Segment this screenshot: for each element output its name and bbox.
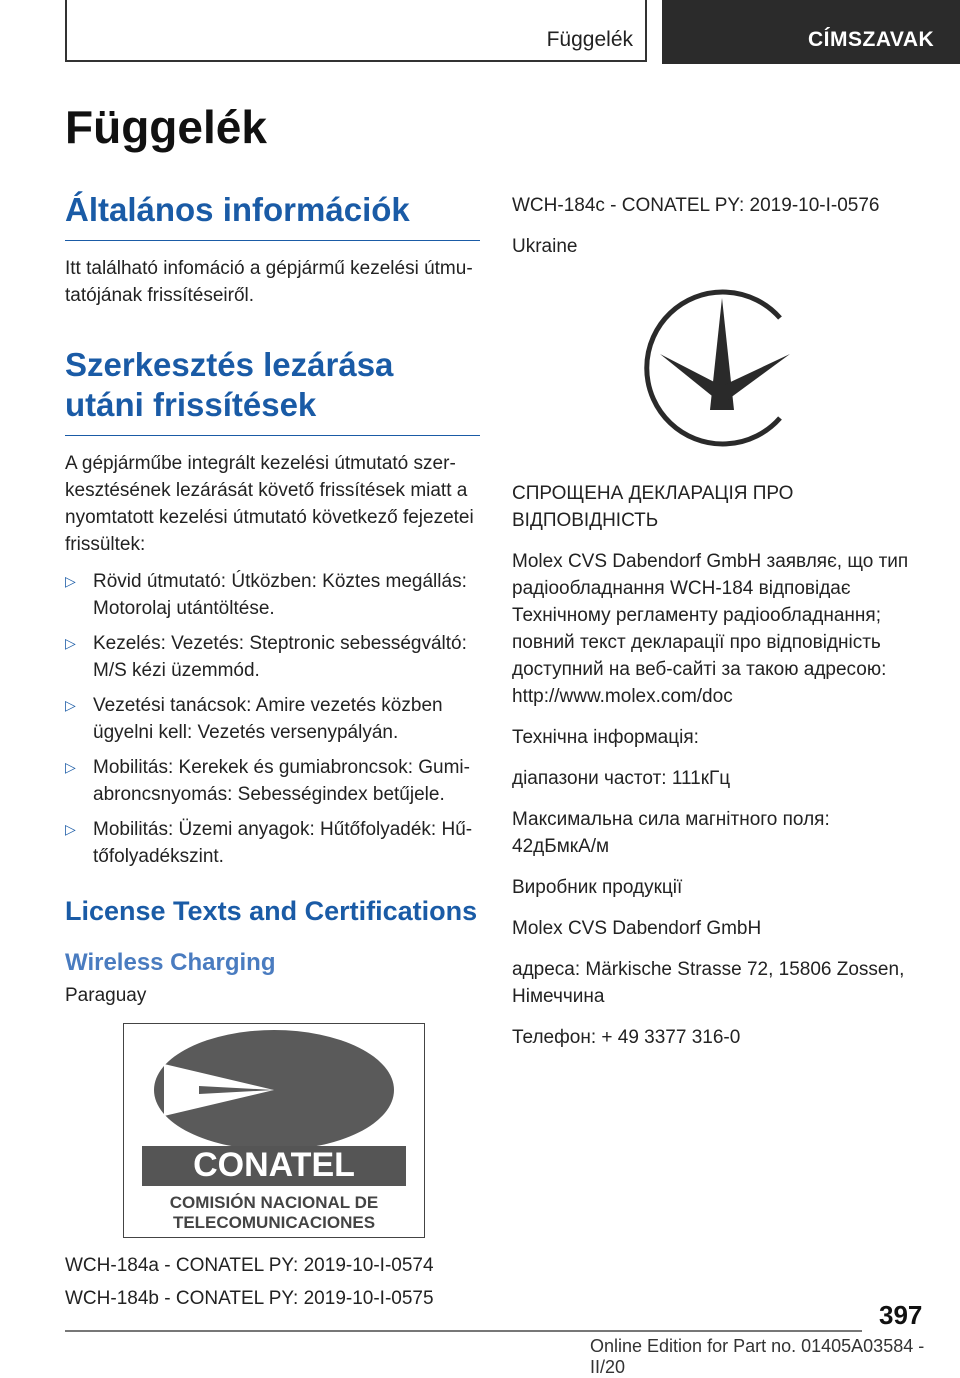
triangle-right-icon: ▷ [65, 759, 76, 775]
triangle-right-icon: ▷ [65, 697, 76, 713]
list-item: ▷ Mobilitás: Kerekek és gumiabroncsok: Gumiabroncsnyomás: Sebességindex betűjele. [65, 754, 480, 808]
header-section-label: Függelék [546, 28, 633, 51]
declaration-title: СПРОЩЕНА ДЕКЛАРАЦІЯ ПРО ВІДПОВІДНІСТЬ [512, 483, 794, 531]
manufacturer-name: Molex CVS Dabendorf GmbH [512, 918, 762, 939]
conatel-logo-sub2: TELECOMUNICACIONES [172, 1213, 376, 1232]
conatel-logo-name: CONATEL [193, 1146, 355, 1184]
frequency-info: діапазони частот: 111кГц [512, 768, 731, 789]
ukraine-conformity-mark [630, 278, 798, 458]
footer-edition: Online Edition for Part no. 01405A03584 - II/20 [590, 1336, 925, 1377]
footer-divider [65, 1330, 862, 1332]
conatel-logo-sub1: COMISIÓN NACIONAL DE [169, 1193, 379, 1212]
country-paraguay: Paraguay [65, 985, 147, 1006]
license-title: License Texts and Certifications [65, 896, 478, 926]
conatel-logo [123, 1023, 425, 1238]
wireless-charging-title: Wireless Charging [65, 949, 276, 976]
triangle-right-icon: ▷ [65, 821, 76, 837]
triangle-right-icon: ▷ [65, 573, 76, 589]
cert-wch-184b: WCH-184b - CONATEL PY: 2019-10-I-0575 [65, 1288, 434, 1309]
manufacturer-address: адреса: Märkische Strasse 72, 15806 Zossen, Німеччина [512, 959, 905, 1007]
conatel-logo-graphic [124, 1024, 423, 1236]
updates-list [65, 568, 480, 870]
left-column [65, 190, 480, 1312]
section-general-info-title: Általános információk [65, 190, 480, 241]
tech-info-label: Технічна інформація: [512, 727, 699, 748]
section-updates-text: A gépjárműbe integrált kezelési útmutató szerkesztésének lezárását követő frissítések miatt a nyomtatott kezelési útmutató következő fejezetei frissültek: [65, 453, 474, 555]
ukraine-conformity-mark-icon [630, 278, 798, 458]
declaration-text: Molex CVS Dabendorf GmbH заявляє, що тип радіообладнання WCH-184 відповідає Технічному регламенту радіообладнання; повний текст декларації про відповідність доступний на веб-сайті за такою адресою: http://www.molex.com/doc [512, 551, 909, 707]
triangle-right-icon: ▷ [65, 635, 76, 651]
list-item: ▷ Vezetési tanácsok: Amire vezetés közben ügyelni kell: Vezetés versenypályán. [65, 692, 480, 746]
header-index-tab[interactable] [662, 0, 960, 64]
manufacturer-phone: Телефон: + 49 3377 316-0 [512, 1027, 741, 1048]
magnetic-field-info: Максимальна сила магнітного поля: 42дБмкА/м [512, 809, 830, 857]
manufacturer-label: Виробник продукції [512, 877, 683, 898]
country-ukraine: Ukraine [512, 236, 578, 257]
page-number: 397 [879, 1300, 923, 1330]
section-general-info-text: Itt található infomáció a gépjármű kezelési útmutatójának frissítéseiről. [65, 258, 473, 306]
list-item: ▷ Kezelés: Vezetés: Steptronic sebességváltó: M/S kézi üzemmód. [65, 630, 480, 684]
cert-wch-184a: WCH-184a - CONATEL PY: 2019-10-I-0574 [65, 1255, 434, 1276]
header-section-tab [65, 0, 647, 62]
header-index-label: CÍMSZAVAK [808, 28, 935, 51]
list-item: ▷ Rövid útmutató: Útközben: Köztes megállás: Motorolaj utántöltése. [65, 568, 480, 622]
right-column [512, 192, 912, 1065]
list-item: ▷ Mobilitás: Üzemi anyagok: Hűtőfolyadék: Hűtőfolyadékszint. [65, 816, 480, 870]
page-title: Függelék [65, 101, 267, 153]
section-updates-title: Szerkesztés lezárása utáni frissítések [65, 345, 480, 436]
cert-wch-184c: WCH-184c - CONATEL PY: 2019-10-I-0576 [512, 195, 880, 216]
